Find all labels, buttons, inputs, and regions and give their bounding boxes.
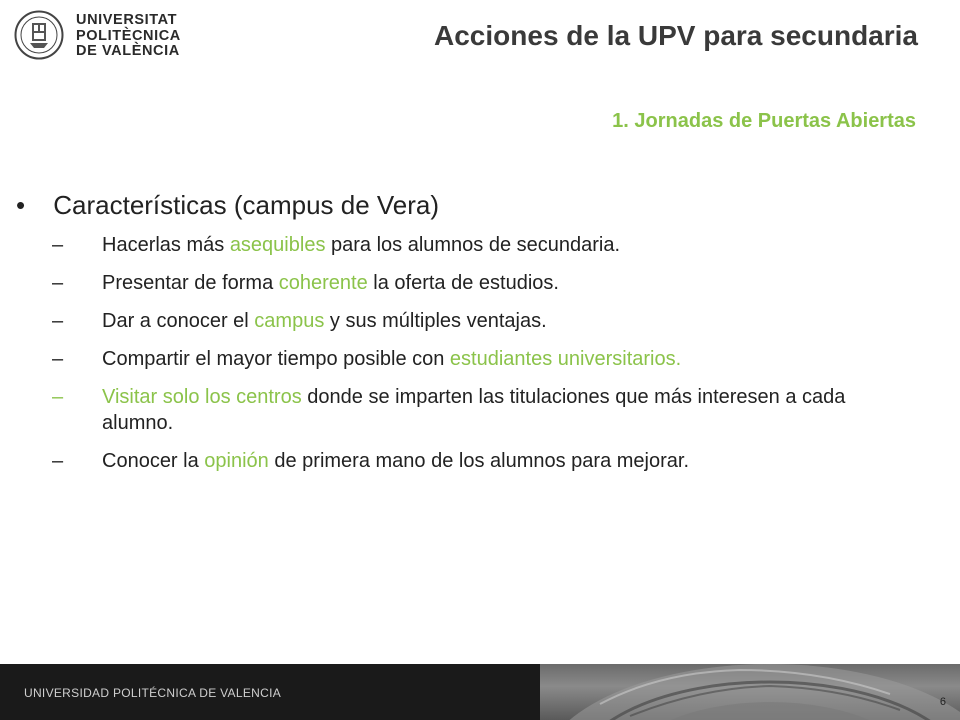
logo-line-1: UNIVERSITAT [76,12,178,28]
section-subtitle: 1. Jornadas de Puertas Abiertas [612,110,916,132]
logo-line-2: POLITÈCNICA [76,27,181,44]
upv-seal-icon [14,10,64,60]
bullet-dot: • [16,190,26,220]
item-highlight: opinión [204,450,269,472]
list-item [52,308,922,334]
logo-line-3: DE VALÈNCIA [76,43,180,59]
item-text: para los alumnos de secundaria. [325,234,621,256]
slide-title: Acciones de la UPV para secundaria [434,20,918,51]
item-text: Dar a conocer el [102,310,255,332]
seal-relief-icon [540,664,960,720]
item-text: donde se imparten las titulaciones que más interesen a cada alumno. [102,386,846,434]
item-highlight: asequibles [229,234,326,256]
list-item [52,384,922,436]
item-highlight: estudiantes universitarios. [449,348,682,370]
list-item [52,346,922,372]
item-text: Presentar de forma [102,272,279,294]
item-text: de primera mano de los alumnos para mejorar. [268,450,690,472]
item-highlight: campus [254,310,325,332]
logo-wordmark [76,13,181,60]
list-item [52,448,922,474]
item-highlight: coherente [278,272,368,294]
item-text: Conocer la [102,450,205,472]
dash-marker: – [52,386,64,408]
upv-logo [14,10,184,60]
characteristics-list [52,232,922,486]
item-text: Compartir el mayor tiempo posible con [102,348,450,370]
item-text: y sus múltiples ventajas. [324,310,547,332]
main-bullet [16,190,439,221]
footer-seal-image [540,664,960,720]
list-item [52,232,922,258]
dash-marker: – [52,272,64,294]
item-text: Hacerlas más [102,234,230,256]
dash-marker: – [52,450,64,472]
page-number: 6 [939,696,946,708]
list-item [52,270,922,296]
item-highlight: Visitar solo los centros [102,386,302,408]
dash-marker: – [52,348,64,370]
dash-marker: – [52,234,64,256]
footer-bar [0,664,960,720]
footer-university-name: UNIVERSIDAD POLITÉCNICA DE VALENCIA [24,686,282,700]
main-bullet-text: Características (campus de Vera) [53,190,440,220]
dash-marker: – [52,310,64,332]
item-text: la oferta de estudios. [367,272,559,294]
